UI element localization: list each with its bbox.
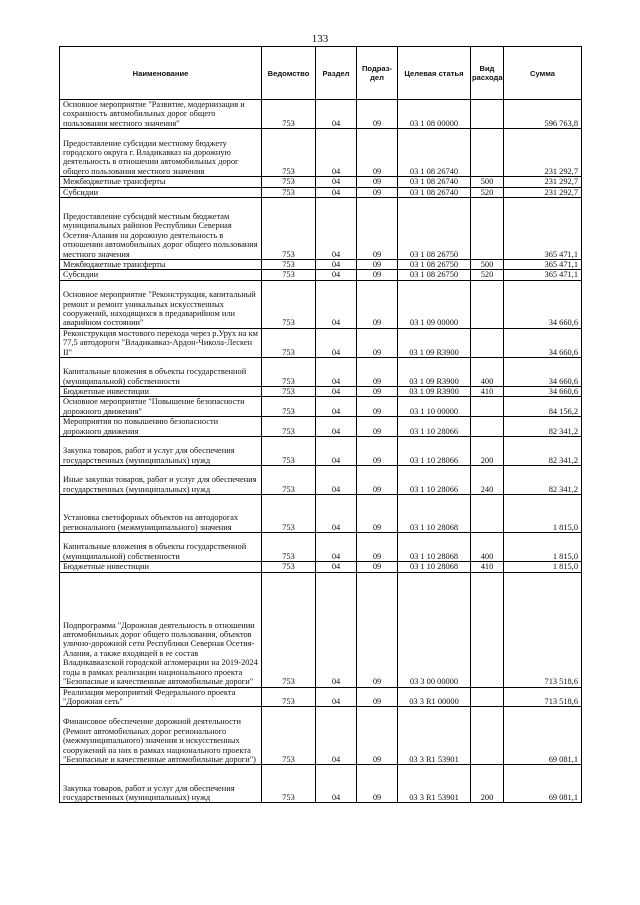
row-target-article: 03 3 00 00000 (398, 572, 471, 687)
row-sum: 82 341,2 (504, 417, 582, 437)
row-subsection: 09 (357, 765, 398, 803)
row-department: 753 (262, 100, 316, 129)
row-sum: 82 341,2 (504, 466, 582, 495)
row-name: Межбюджетные трансферты (60, 177, 262, 187)
row-expense-type: 400 (471, 533, 504, 562)
table-row (60, 260, 582, 270)
row-expense-type: 240 (471, 466, 504, 495)
row-expense-type (471, 495, 504, 533)
table-row (60, 270, 582, 280)
table-row (60, 187, 582, 197)
budget-table (59, 46, 582, 803)
row-department: 753 (262, 328, 316, 357)
row-target-article: 03 1 10 28068 (398, 495, 471, 533)
table-row (60, 387, 582, 397)
row-section: 04 (316, 187, 357, 197)
table-row (60, 129, 582, 177)
row-section: 04 (316, 572, 357, 687)
table-row (60, 397, 582, 417)
row-sum: 82 341,2 (504, 437, 582, 466)
row-target-article: 03 1 08 26740 (398, 187, 471, 197)
row-sum: 231 292,7 (504, 187, 582, 197)
row-department: 753 (262, 177, 316, 187)
row-section: 04 (316, 260, 357, 270)
row-expense-type: 400 (471, 358, 504, 387)
header-name: Наименование (60, 47, 262, 100)
row-section: 04 (316, 417, 357, 437)
table-row (60, 687, 582, 707)
row-subsection: 09 (357, 495, 398, 533)
row-sum: 34 660,6 (504, 387, 582, 397)
row-sum: 34 660,6 (504, 280, 582, 328)
row-section: 04 (316, 177, 357, 187)
row-section: 04 (316, 129, 357, 177)
row-subsection: 09 (357, 387, 398, 397)
row-name: Подпрограмма "Дорожная деятельность в отношении автомобильных дорог общего пользования, объектов улично-дорожной сети Республики Северная Осетия-Алания, а также входящей в ее состав Владикавказской городской агломерации на 2019-2024 годы в рамках реализации национального проекта "Безопасные и качественные автомобильные дороги" (60, 572, 262, 687)
row-target-article: 03 1 09 R3900 (398, 358, 471, 387)
row-name: Установка светофорных объектов на автодорогах регионального (межмуниципального) значения (60, 495, 262, 533)
row-sum: 34 660,6 (504, 328, 582, 357)
row-name: Закупка товаров, работ и услуг для обеспечения государственных (муниципальных) нужд (60, 437, 262, 466)
table-header-row (60, 47, 582, 100)
row-section: 04 (316, 687, 357, 707)
row-section: 04 (316, 387, 357, 397)
row-target-article: 03 1 10 28066 (398, 437, 471, 466)
row-expense-type: 200 (471, 765, 504, 803)
row-target-article: 03 1 10 28066 (398, 417, 471, 437)
row-sum: 1 815,0 (504, 495, 582, 533)
row-expense-type (471, 687, 504, 707)
header-department: Ведомство (262, 47, 316, 100)
row-department: 753 (262, 260, 316, 270)
table-row (60, 177, 582, 187)
row-subsection: 09 (357, 198, 398, 260)
row-department: 753 (262, 280, 316, 328)
row-sum: 69 081,1 (504, 707, 582, 765)
row-expense-type: 520 (471, 187, 504, 197)
row-target-article: 03 3 R1 53901 (398, 707, 471, 765)
table-row (60, 358, 582, 387)
row-subsection: 09 (357, 562, 398, 572)
row-department: 753 (262, 562, 316, 572)
header-target-article: Целевая статья (398, 47, 471, 100)
table-row (60, 707, 582, 765)
row-name: Закупка товаров, работ и услуг для обеспечения государственных (муниципальных) нужд (60, 765, 262, 803)
row-sum: 69 081,1 (504, 765, 582, 803)
row-expense-type (471, 328, 504, 357)
row-sum: 84 156,2 (504, 397, 582, 417)
row-subsection: 09 (357, 687, 398, 707)
row-department: 753 (262, 129, 316, 177)
row-section: 04 (316, 765, 357, 803)
row-target-article: 03 1 09 R3900 (398, 328, 471, 357)
row-name: Мероприятия по повышению безопасности дорожного движения (60, 417, 262, 437)
row-section: 04 (316, 328, 357, 357)
row-section: 04 (316, 100, 357, 129)
row-target-article: 03 1 09 R3900 (398, 387, 471, 397)
row-expense-type: 520 (471, 270, 504, 280)
header-subsection: Подраз-дел (357, 47, 398, 100)
row-section: 04 (316, 466, 357, 495)
row-name: Иные закупки товаров, работ и услуг для обеспечения государственных (муниципальных) нужд (60, 466, 262, 495)
row-subsection: 09 (357, 417, 398, 437)
row-target-article: 03 1 08 00000 (398, 100, 471, 129)
row-section: 04 (316, 562, 357, 572)
row-sum: 1 815,0 (504, 562, 582, 572)
row-subsection: 09 (357, 270, 398, 280)
row-target-article: 03 1 08 26740 (398, 177, 471, 187)
table-row (60, 280, 582, 328)
row-expense-type (471, 198, 504, 260)
row-sum: 1 815,0 (504, 533, 582, 562)
row-name: Основное мероприятие "Повышение безопасности дорожного движения" (60, 397, 262, 417)
row-name: Предоставление субсидий местным бюджетам муниципальных районов Республики Северная Осетия-Алания на дорожную деятельность в отношении автомобильных дорог общего пользования местного значения (60, 198, 262, 260)
table-row (60, 466, 582, 495)
table-row (60, 328, 582, 357)
row-sum: 365 471,1 (504, 270, 582, 280)
row-sum: 231 292,7 (504, 177, 582, 187)
row-department: 753 (262, 187, 316, 197)
row-sum: 231 292,7 (504, 129, 582, 177)
row-expense-type: 500 (471, 177, 504, 187)
row-name: Капитальные вложения в объекты государственной (муниципальной) собственности (60, 358, 262, 387)
row-section: 04 (316, 397, 357, 417)
row-department: 753 (262, 270, 316, 280)
row-sum: 713 518,6 (504, 572, 582, 687)
row-subsection: 09 (357, 129, 398, 177)
row-subsection: 09 (357, 328, 398, 357)
row-section: 04 (316, 707, 357, 765)
table-row (60, 495, 582, 533)
row-department: 753 (262, 707, 316, 765)
row-expense-type (471, 280, 504, 328)
row-subsection: 09 (357, 466, 398, 495)
row-target-article: 03 1 09 00000 (398, 280, 471, 328)
row-name: Бюджетные инвестиции (60, 562, 262, 572)
row-department: 753 (262, 198, 316, 260)
row-target-article: 03 1 08 26740 (398, 129, 471, 177)
row-target-article: 03 1 10 28066 (398, 466, 471, 495)
row-target-article: 03 3 R1 53901 (398, 765, 471, 803)
row-name: Бюджетные инвестиции (60, 387, 262, 397)
row-subsection: 09 (357, 260, 398, 270)
header-sum: Сумма (504, 47, 582, 100)
row-expense-type (471, 572, 504, 687)
row-subsection: 09 (357, 707, 398, 765)
row-name: Реконструкция мостового перехода через р.Урух на км 77,5 автодороги "Владикавказ-Ардон-Чикола-Лескен II" (60, 328, 262, 357)
row-sum: 596 763,8 (504, 100, 582, 129)
row-target-article: 03 1 08 26750 (398, 270, 471, 280)
row-subsection: 09 (357, 533, 398, 562)
row-sum: 365 471,1 (504, 198, 582, 260)
row-expense-type (471, 707, 504, 765)
row-target-article: 03 1 08 26750 (398, 260, 471, 270)
row-department: 753 (262, 572, 316, 687)
row-section: 04 (316, 280, 357, 328)
table-row (60, 437, 582, 466)
row-target-article: 03 1 10 00000 (398, 397, 471, 417)
row-section: 04 (316, 495, 357, 533)
row-department: 753 (262, 765, 316, 803)
page-number: 133 (311, 33, 329, 45)
row-section: 04 (316, 437, 357, 466)
table-row (60, 100, 582, 129)
row-expense-type (471, 397, 504, 417)
row-section: 04 (316, 198, 357, 260)
row-subsection: 09 (357, 100, 398, 129)
row-name: Субсидии (60, 270, 262, 280)
row-target-article: 03 1 10 28068 (398, 533, 471, 562)
row-expense-type: 200 (471, 437, 504, 466)
row-section: 04 (316, 533, 357, 562)
row-section: 04 (316, 270, 357, 280)
row-name: Предоставление субсидии местному бюджету городского округа г. Владикавказ на дорожную деятельность в отношении автомобильных дорог общего пользования местного значения (60, 129, 262, 177)
table-row (60, 572, 582, 687)
row-target-article: 03 3 R1 00000 (398, 687, 471, 707)
row-department: 753 (262, 397, 316, 417)
row-department: 753 (262, 533, 316, 562)
row-department: 753 (262, 387, 316, 397)
row-expense-type (471, 129, 504, 177)
row-expense-type (471, 417, 504, 437)
row-department: 753 (262, 437, 316, 466)
row-name: Реализация мероприятий Федерального проекта "Дорожная сеть" (60, 687, 262, 707)
row-department: 753 (262, 417, 316, 437)
row-target-article: 03 1 10 28068 (398, 562, 471, 572)
table-row (60, 533, 582, 562)
row-subsection: 09 (357, 280, 398, 328)
row-name: Капитальные вложения в объекты государственной (муниципальной) собственности (60, 533, 262, 562)
row-name: Субсидии (60, 187, 262, 197)
row-name: Межбюджетные трансферты (60, 260, 262, 270)
row-department: 753 (262, 466, 316, 495)
row-department: 753 (262, 495, 316, 533)
row-target-article: 03 1 08 26750 (398, 198, 471, 260)
row-sum: 34 660,6 (504, 358, 582, 387)
row-expense-type: 500 (471, 260, 504, 270)
row-subsection: 09 (357, 177, 398, 187)
table-row (60, 198, 582, 260)
row-expense-type (471, 100, 504, 129)
row-subsection: 09 (357, 358, 398, 387)
row-sum: 365 471,1 (504, 260, 582, 270)
table-row (60, 417, 582, 437)
header-section: Раздел (316, 47, 357, 100)
row-department: 753 (262, 687, 316, 707)
table-row (60, 562, 582, 572)
row-subsection: 09 (357, 187, 398, 197)
header-expense-type: Вид расхода (471, 47, 504, 100)
row-expense-type: 410 (471, 387, 504, 397)
row-subsection: 09 (357, 437, 398, 466)
row-name: Финансовое обеспечение дорожной деятельности (Ремонт автомобильных дорог регионального (межмуниципального) значения и искусственных сооружений на них в рамках национального проекта "Безопасные и качественные автомобильные дороги") (60, 707, 262, 765)
row-subsection: 09 (357, 572, 398, 687)
row-subsection: 09 (357, 397, 398, 417)
row-name: Основное мероприятие "Развитие, модернизация и сохранность автомобильных дорог общего пользования местного значения" (60, 100, 262, 129)
row-section: 04 (316, 358, 357, 387)
row-expense-type: 410 (471, 562, 504, 572)
row-sum: 713 518,6 (504, 687, 582, 707)
row-department: 753 (262, 358, 316, 387)
row-name: Основное мероприятие "Реконструкция, капитальный ремонт и ремонт уникальных искусственных сооружений, находящихся в предаварийном или аварийном состоянии" (60, 280, 262, 328)
table-row (60, 765, 582, 803)
